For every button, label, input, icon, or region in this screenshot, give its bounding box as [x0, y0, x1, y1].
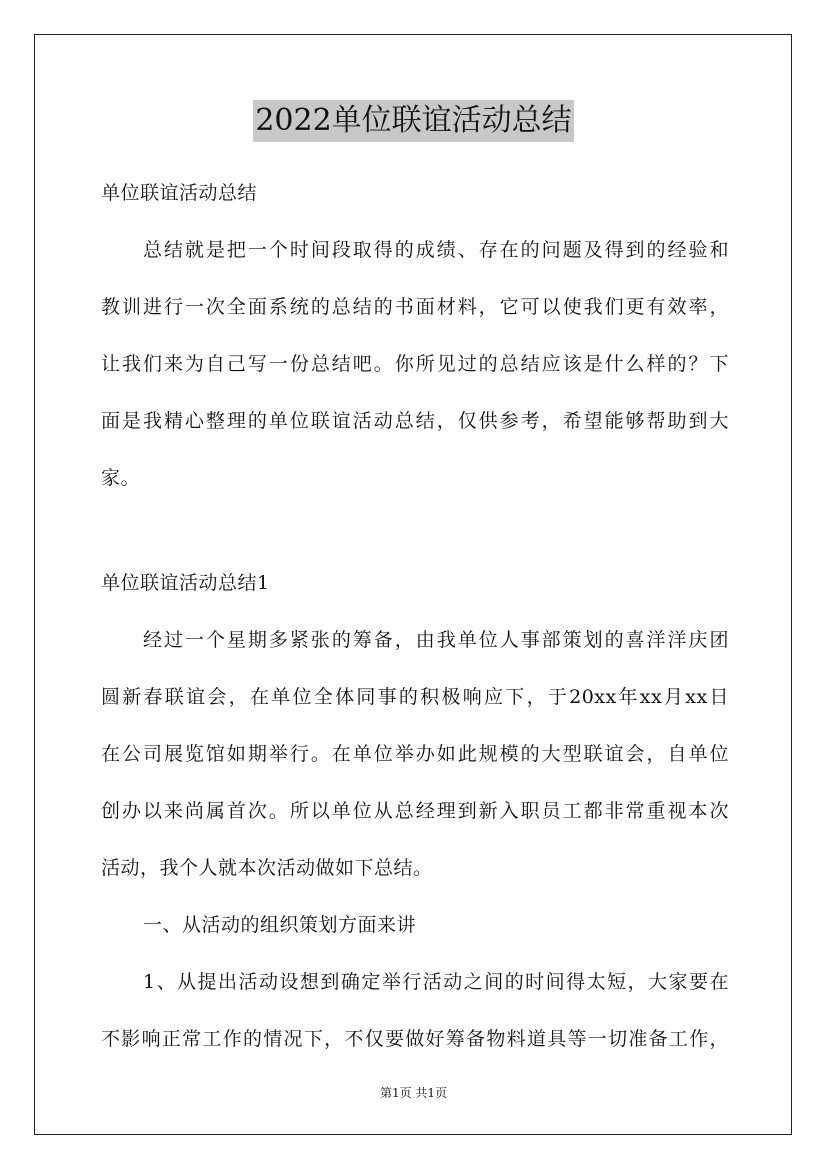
paragraph-line: 创办以来尚属首次。所以单位从总经理到新入职员工都非常重视本次	[101, 800, 729, 822]
paragraph-line: 让我们来为自己写一份总结吧。你所见过的总结应该是什么样的？下	[101, 353, 729, 375]
title-container	[0, 100, 827, 142]
paragraph-line: 在公司展览馆如期举行。在单位举办如此规模的大型联谊会，自单位	[101, 743, 729, 765]
paragraph-line: 家。	[101, 467, 141, 489]
paragraph-line: 面是我精心整理的单位联谊活动总结，仅供参考，希望能够帮助到大	[101, 410, 729, 432]
subsection-heading: 一、从活动的组织策划方面来讲	[143, 914, 417, 936]
paragraph-gap	[101, 512, 729, 560]
paragraph-line: 总结就是把一个时间段取得的成绩、存在的问题及得到的经验和	[143, 239, 729, 261]
paragraph-line: 圆新春联谊会，在单位全体同事的积极响应下，于20xx年xx月xx日	[101, 686, 729, 708]
section-heading: 单位联谊活动总结1	[101, 572, 270, 594]
paragraph-line: 1、从提出活动设想到确定举行活动之间的时间得太短，大家要在	[143, 971, 729, 993]
paragraph-line: 经过一个星期多紧张的筹备，由我单位人事部策划的喜洋洋庆团	[143, 629, 729, 651]
section-heading: 单位联谊活动总结	[101, 182, 258, 204]
page-number: 第1页 共1页	[379, 1086, 448, 1100]
paragraph-line: 教训进行一次全面系统的总结的书面材料，它可以使我们更有效率，	[101, 296, 729, 318]
document-title: 2022单位联谊活动总结	[253, 100, 573, 142]
paragraph-line: 不影响正常工作的情况下，不仅要做好筹备物料道具等一切准备工作，	[101, 1028, 729, 1050]
document-body	[101, 170, 729, 1073]
paragraph-line: 活动，我个人就本次活动做如下总结。	[101, 857, 433, 879]
page-footer	[0, 1084, 827, 1101]
